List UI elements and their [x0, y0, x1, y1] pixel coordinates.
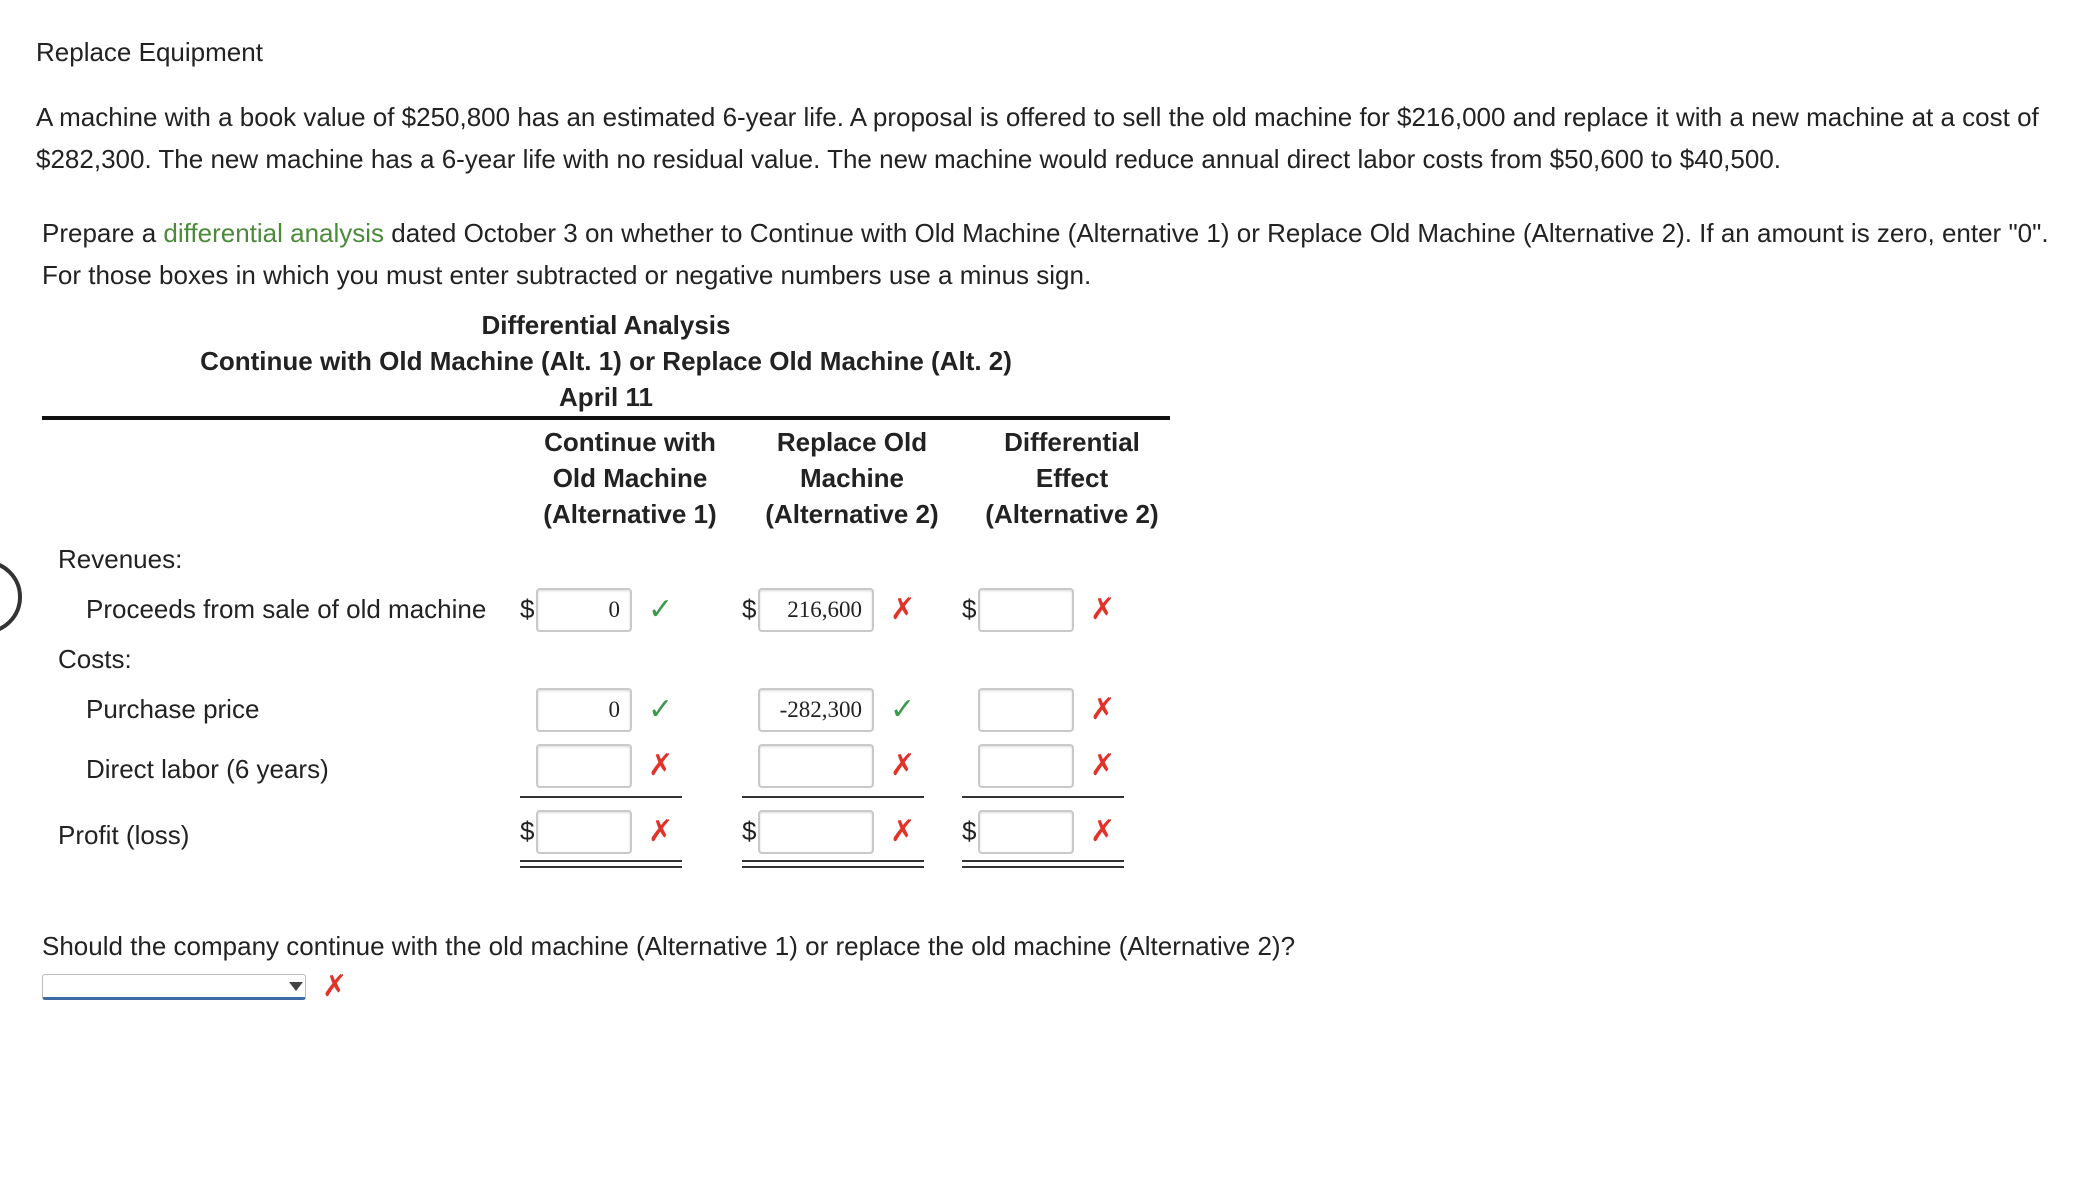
col1-line1: Continue with: [544, 427, 716, 457]
page-title: Replace Equipment: [36, 37, 263, 67]
col-header-differential: [962, 424, 1182, 532]
currency-symbol: $: [962, 594, 977, 624]
labor-diff-input[interactable]: [978, 744, 1074, 788]
profit-alt2-input[interactable]: [758, 810, 874, 854]
incorrect-x-icon: ✗: [1090, 815, 1116, 848]
col2-line1: Replace Old: [776, 427, 928, 457]
purchase-alt1-input[interactable]: 0: [536, 688, 632, 732]
subtotal-rule: [742, 796, 924, 798]
profit-alt1-input[interactable]: [536, 810, 632, 854]
incorrect-x-icon: ✗: [890, 815, 916, 848]
col1-line2: Old Machine: [552, 463, 708, 493]
col2-line3: (Alternative 2): [765, 499, 939, 529]
instructions-prefix: Prepare a: [42, 218, 164, 248]
instructions: [42, 212, 2082, 296]
currency-symbol: $: [742, 594, 757, 624]
proceeds-label: Proceeds from sale of old machine: [86, 594, 487, 624]
table-heading: Differential Analysis: [481, 310, 731, 340]
profit-diff-input[interactable]: [978, 810, 1074, 854]
table-subheading: Continue with Old Machine (Alt. 1) or Replace Old Machine (Alt. 2): [200, 346, 1012, 376]
correct-check-icon: ✓: [648, 693, 674, 726]
profit-label: Profit (loss): [58, 820, 190, 850]
col3-line3: (Alternative 2): [985, 499, 1159, 529]
incorrect-x-icon: ✗: [648, 749, 674, 782]
incorrect-x-icon: ✗: [648, 815, 674, 848]
subtotal-rule: [962, 796, 1124, 798]
revenues-label: Revenues:: [58, 544, 183, 574]
table-date: April 11: [559, 382, 653, 412]
incorrect-x-icon: ✗: [1090, 693, 1116, 726]
incorrect-x-icon: ✗: [1090, 749, 1116, 782]
col-header-alt2: [742, 424, 962, 532]
differential-analysis-link[interactable]: differential analysis: [163, 218, 385, 248]
costs-label: Costs:: [58, 644, 132, 674]
labor-alt2-input[interactable]: [758, 744, 874, 788]
correct-check-icon: ✓: [648, 593, 674, 626]
total-double-rule: [962, 866, 1124, 868]
col1-line3: (Alternative 1): [543, 499, 717, 529]
currency-symbol: $: [742, 816, 757, 846]
total-double-rule: [742, 860, 924, 862]
proceeds-alt2-input[interactable]: 216,600: [758, 588, 874, 632]
circle-icon: [0, 560, 22, 634]
currency-symbol: $: [520, 816, 535, 846]
labor-alt1-input[interactable]: [536, 744, 632, 788]
incorrect-x-icon: ✗: [1090, 593, 1116, 626]
chevron-down-icon: [289, 982, 303, 991]
incorrect-x-icon: ✗: [322, 970, 348, 1003]
question-text: Should the company continue with the old machine (Alternative 1) or replace the old machine (Alternative 2)?: [42, 931, 1296, 961]
header-rule: [42, 416, 1170, 420]
instructions-suffix: dated October 3 on whether to Continue with Old Machine (Alternative 1) or Replace Old Machine (Alternative 2). If an amount is zero, enter "0". For those boxes in which you must enter subtracted or negative numbers use a minus sign.: [42, 218, 2049, 290]
answer-select[interactable]: [42, 974, 306, 1000]
col-header-alt1: [520, 424, 740, 532]
total-double-rule: [520, 860, 682, 862]
purchase-alt2-input[interactable]: -282,300: [758, 688, 874, 732]
problem-text: A machine with a book value of $250,800 has an estimated 6-year life. A proposal is offered to sell the old machine for $216,000 and replace it with a new machine at a cost of $282,300. The new machine has a 6-year life with no residual value. The new machine would reduce annual direct labor costs from $50,600 to $40,500.: [36, 102, 2039, 174]
total-double-rule: [962, 860, 1124, 862]
correct-check-icon: ✓: [890, 693, 916, 726]
subtotal-rule: [520, 796, 682, 798]
col3-line1: Differential: [1004, 427, 1140, 457]
currency-symbol: $: [520, 594, 535, 624]
incorrect-x-icon: ✗: [890, 749, 916, 782]
purchase-diff-input[interactable]: [978, 688, 1074, 732]
labor-label: Direct labor (6 years): [86, 754, 329, 784]
total-double-rule: [742, 866, 924, 868]
col2-line2: Machine: [799, 463, 905, 493]
incorrect-x-icon: ✗: [890, 593, 916, 626]
col3-line2: Effect: [1035, 463, 1109, 493]
proceeds-alt1-input[interactable]: 0: [536, 588, 632, 632]
purchase-label: Purchase price: [86, 694, 260, 724]
proceeds-diff-input[interactable]: [978, 588, 1074, 632]
currency-symbol: $: [962, 816, 977, 846]
total-double-rule: [520, 866, 682, 868]
